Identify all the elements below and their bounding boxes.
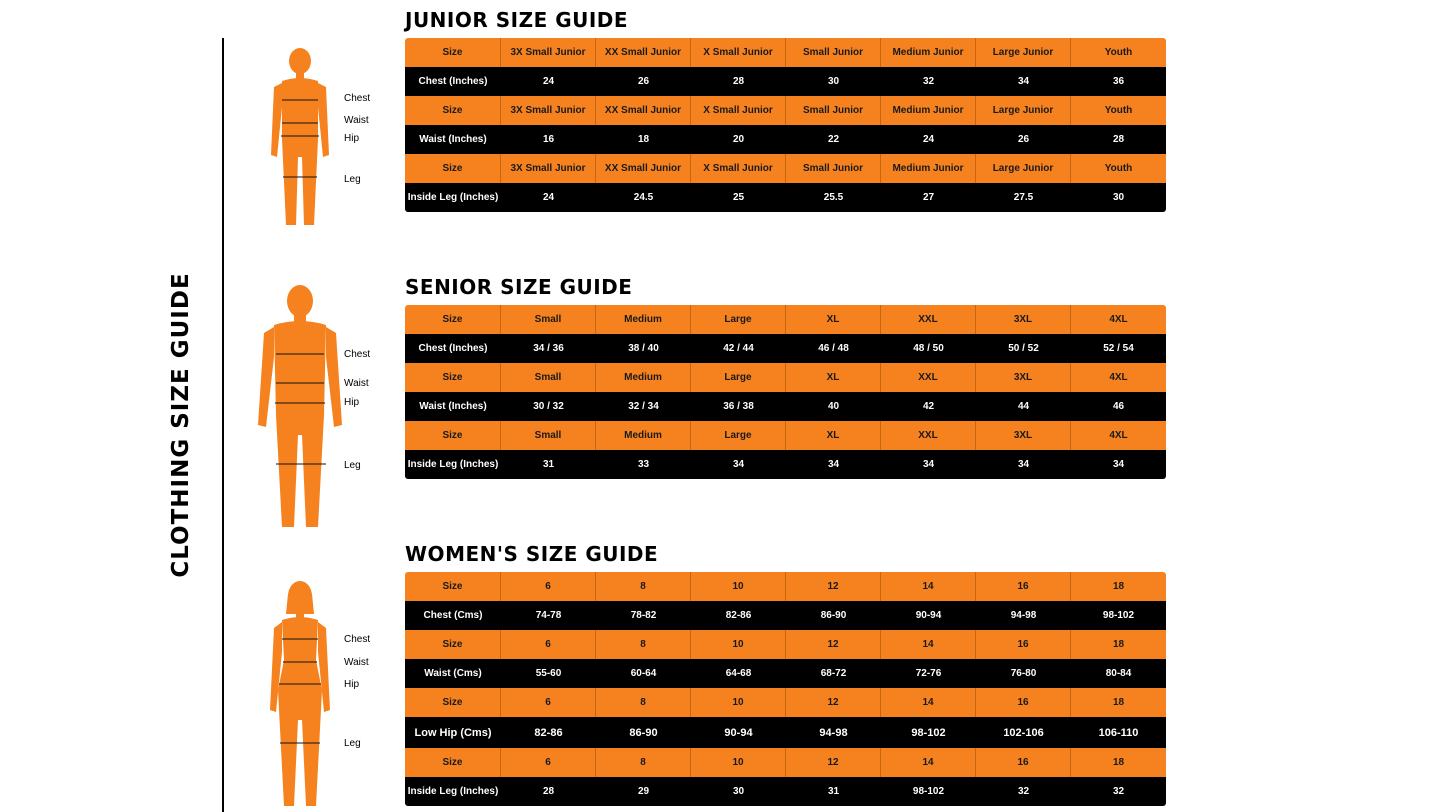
table-cell: 30 (691, 777, 786, 806)
table-cell: 94-98 (976, 601, 1071, 630)
row-label-cell: Size (405, 96, 501, 125)
table-cell: 42 (881, 392, 976, 421)
table-cell: 10 (691, 748, 786, 777)
table-cell: 72-76 (881, 659, 976, 688)
table-cell: XX Small Junior (596, 96, 691, 125)
table-cell: XXL (881, 363, 976, 392)
table-cell: 12 (786, 572, 881, 601)
table-cell: 34 (881, 450, 976, 479)
table-cell: 36 / 38 (691, 392, 786, 421)
size-header-row (405, 96, 1166, 125)
table-cell: Large (691, 421, 786, 450)
table-cell: X Small Junior (691, 154, 786, 183)
table-cell: 40 (786, 392, 881, 421)
table-cell: 86-90 (786, 601, 881, 630)
clothing-size-guide-title: CLOTHING SIZE GUIDE (168, 272, 194, 578)
table-cell: 3X Small Junior (501, 96, 596, 125)
measurement-row (405, 601, 1166, 630)
table-cell: 90-94 (881, 601, 976, 630)
table-cell: 31 (786, 777, 881, 806)
table-cell: 14 (881, 688, 976, 717)
row-label-cell: Chest (Inches) (405, 67, 501, 96)
table-cell: 98-102 (1071, 601, 1166, 630)
senior-title: SENIOR SIZE GUIDE (405, 275, 633, 299)
table-cell: 82-86 (691, 601, 786, 630)
table-cell: 22 (786, 125, 881, 154)
junior-leg-label: Leg (344, 174, 361, 185)
table-cell: 27.5 (976, 183, 1071, 212)
size-header-row (405, 572, 1166, 601)
table-cell: 10 (691, 688, 786, 717)
table-cell: 42 / 44 (691, 334, 786, 363)
table-cell: 24 (881, 125, 976, 154)
table-cell: 3X Small Junior (501, 38, 596, 67)
table-cell: 82-86 (501, 717, 596, 748)
row-label-cell: Size (405, 363, 501, 392)
row-label-cell: Size (405, 38, 501, 67)
senior-hip-label: Hip (344, 397, 360, 408)
size-header-row (405, 748, 1166, 777)
row-label-cell: Inside Leg (Inches) (405, 183, 501, 212)
table-cell: 16 (976, 572, 1071, 601)
senior-size-table (405, 305, 1166, 479)
women-chest-label: Chest (344, 634, 371, 645)
table-cell: Youth (1071, 96, 1166, 125)
row-label-cell: Waist (Cms) (405, 659, 501, 688)
table-cell: 78-82 (596, 601, 691, 630)
table-cell: 68-72 (786, 659, 881, 688)
table-cell: 32 / 34 (596, 392, 691, 421)
table-cell: 34 (976, 450, 1071, 479)
junior-hip-label: Hip (344, 133, 360, 144)
row-label-cell: Size (405, 572, 501, 601)
women-hip-label: Hip (344, 679, 360, 690)
table-cell: 6 (501, 748, 596, 777)
measurement-row (405, 334, 1166, 363)
table-cell: 18 (1071, 630, 1166, 659)
table-cell: 6 (501, 630, 596, 659)
table-cell: 8 (596, 748, 691, 777)
table-cell: 8 (596, 572, 691, 601)
table-cell: 20 (691, 125, 786, 154)
table-cell: 34 (1071, 450, 1166, 479)
table-cell: 10 (691, 630, 786, 659)
table-cell: 6 (501, 572, 596, 601)
table-cell: 14 (881, 572, 976, 601)
table-cell: 38 / 40 (596, 334, 691, 363)
women-body-figure (266, 580, 334, 808)
table-cell: XX Small Junior (596, 154, 691, 183)
table-cell: Medium (596, 305, 691, 334)
junior-waist-label: Waist (344, 115, 369, 126)
row-label-cell: Size (405, 421, 501, 450)
size-header-row (405, 38, 1166, 67)
row-label-cell: Size (405, 630, 501, 659)
table-cell: Small (501, 363, 596, 392)
row-label-cell: Chest (Inches) (405, 334, 501, 363)
table-cell: 16 (976, 630, 1071, 659)
senior-waist-label: Waist (344, 378, 369, 389)
table-cell: 46 / 48 (786, 334, 881, 363)
table-cell: 52 / 54 (1071, 334, 1166, 363)
table-cell: 12 (786, 688, 881, 717)
table-cell: 90-94 (691, 717, 786, 748)
table-cell: Large Junior (976, 38, 1071, 67)
table-cell: Medium Junior (881, 38, 976, 67)
table-cell: 60-64 (596, 659, 691, 688)
table-cell: Large (691, 363, 786, 392)
table-cell: 4XL (1071, 363, 1166, 392)
table-cell: 31 (501, 450, 596, 479)
junior-chest-label: Chest (344, 93, 371, 104)
table-cell: 28 (1071, 125, 1166, 154)
table-cell: 3XL (976, 305, 1071, 334)
table-cell: 3X Small Junior (501, 154, 596, 183)
table-cell: 34 / 36 (501, 334, 596, 363)
table-cell: 3XL (976, 363, 1071, 392)
table-cell: 32 (881, 67, 976, 96)
table-cell: 29 (596, 777, 691, 806)
women-leg-label: Leg (344, 738, 361, 749)
table-cell: 64-68 (691, 659, 786, 688)
table-cell: 34 (786, 450, 881, 479)
table-cell: Medium Junior (881, 154, 976, 183)
table-cell: 16 (976, 688, 1071, 717)
row-label-cell: Chest (Cms) (405, 601, 501, 630)
table-cell: XL (786, 305, 881, 334)
row-label-cell: Size (405, 154, 501, 183)
women-waist-label: Waist (344, 657, 369, 668)
table-cell: 44 (976, 392, 1071, 421)
table-cell: Small (501, 421, 596, 450)
table-cell: 16 (976, 748, 1071, 777)
table-cell: 18 (1071, 572, 1166, 601)
table-cell: 10 (691, 572, 786, 601)
table-cell: 33 (596, 450, 691, 479)
table-cell: Youth (1071, 154, 1166, 183)
table-cell: Small Junior (786, 38, 881, 67)
row-label-cell: Inside Leg (Inches) (405, 777, 501, 806)
women-size-table (405, 572, 1166, 806)
table-cell: 102-106 (976, 717, 1071, 748)
table-cell: Medium (596, 421, 691, 450)
table-cell: 28 (501, 777, 596, 806)
table-cell: Small Junior (786, 154, 881, 183)
table-cell: 94-98 (786, 717, 881, 748)
table-cell: 18 (1071, 748, 1166, 777)
table-cell: 24 (501, 67, 596, 96)
table-cell: 26 (976, 125, 1071, 154)
measurement-row (405, 777, 1166, 806)
table-cell: 8 (596, 688, 691, 717)
measurement-row (405, 183, 1166, 212)
table-cell: Medium Junior (881, 96, 976, 125)
table-cell: 4XL (1071, 305, 1166, 334)
table-cell: Small Junior (786, 96, 881, 125)
table-cell: Large Junior (976, 154, 1071, 183)
table-cell: 32 (1071, 777, 1166, 806)
table-cell: 46 (1071, 392, 1166, 421)
table-cell: 18 (1071, 688, 1166, 717)
table-cell: 25 (691, 183, 786, 212)
table-cell: 4XL (1071, 421, 1166, 450)
table-cell: X Small Junior (691, 38, 786, 67)
row-label-cell: Low Hip (Cms) (405, 717, 501, 748)
table-cell: 34 (691, 450, 786, 479)
senior-chest-label: Chest (344, 349, 371, 360)
table-cell: 14 (881, 630, 976, 659)
size-header-row (405, 154, 1166, 183)
size-header-row (405, 363, 1166, 392)
junior-title: JUNIOR SIZE GUIDE (405, 8, 629, 32)
table-cell: 30 / 32 (501, 392, 596, 421)
table-cell: 27 (881, 183, 976, 212)
measurement-row (405, 717, 1166, 748)
row-label-cell: Size (405, 748, 501, 777)
table-cell: 24.5 (596, 183, 691, 212)
senior-body-figure (256, 285, 344, 529)
measurement-row (405, 450, 1166, 479)
row-label-cell: Size (405, 688, 501, 717)
table-cell: 18 (596, 125, 691, 154)
senior-leg-label: Leg (344, 460, 361, 471)
table-cell: Medium (596, 363, 691, 392)
table-cell: 76-80 (976, 659, 1071, 688)
measurement-row (405, 67, 1166, 96)
women-title: WOMEN'S SIZE GUIDE (405, 542, 659, 566)
table-cell: 98-102 (881, 777, 976, 806)
measurement-row (405, 125, 1166, 154)
table-cell: 28 (691, 67, 786, 96)
size-header-row (405, 630, 1166, 659)
table-cell: 25.5 (786, 183, 881, 212)
table-cell: 50 / 52 (976, 334, 1071, 363)
table-cell: 26 (596, 67, 691, 96)
table-cell: 12 (786, 748, 881, 777)
table-cell: XXL (881, 305, 976, 334)
table-cell: Large (691, 305, 786, 334)
row-label-cell: Waist (Inches) (405, 392, 501, 421)
table-cell: 30 (1071, 183, 1166, 212)
table-cell: 14 (881, 748, 976, 777)
table-cell: 24 (501, 183, 596, 212)
row-label-cell: Waist (Inches) (405, 125, 501, 154)
vertical-divider (222, 38, 224, 812)
table-cell: 106-110 (1071, 717, 1166, 748)
table-cell: 34 (976, 67, 1071, 96)
table-cell: 30 (786, 67, 881, 96)
table-cell: XL (786, 421, 881, 450)
table-cell: 48 / 50 (881, 334, 976, 363)
table-cell: 74-78 (501, 601, 596, 630)
table-cell: 55-60 (501, 659, 596, 688)
table-cell: 98-102 (881, 717, 976, 748)
size-header-row (405, 688, 1166, 717)
table-cell: Youth (1071, 38, 1166, 67)
table-cell: 6 (501, 688, 596, 717)
table-cell: 16 (501, 125, 596, 154)
table-cell: XX Small Junior (596, 38, 691, 67)
table-cell: 12 (786, 630, 881, 659)
table-cell: Large Junior (976, 96, 1071, 125)
size-header-row (405, 421, 1166, 450)
table-cell: 3XL (976, 421, 1071, 450)
table-cell: 80-84 (1071, 659, 1166, 688)
table-cell: XL (786, 363, 881, 392)
row-label-cell: Inside Leg (Inches) (405, 450, 501, 479)
measurement-row (405, 392, 1166, 421)
table-cell: 8 (596, 630, 691, 659)
table-cell: 36 (1071, 67, 1166, 96)
table-cell: 32 (976, 777, 1071, 806)
measurement-row (405, 659, 1166, 688)
table-cell: 86-90 (596, 717, 691, 748)
junior-body-figure (268, 47, 332, 227)
size-header-row (405, 305, 1166, 334)
table-cell: Small (501, 305, 596, 334)
table-cell: XXL (881, 421, 976, 450)
junior-size-table (405, 38, 1166, 212)
table-cell: X Small Junior (691, 96, 786, 125)
row-label-cell: Size (405, 305, 501, 334)
